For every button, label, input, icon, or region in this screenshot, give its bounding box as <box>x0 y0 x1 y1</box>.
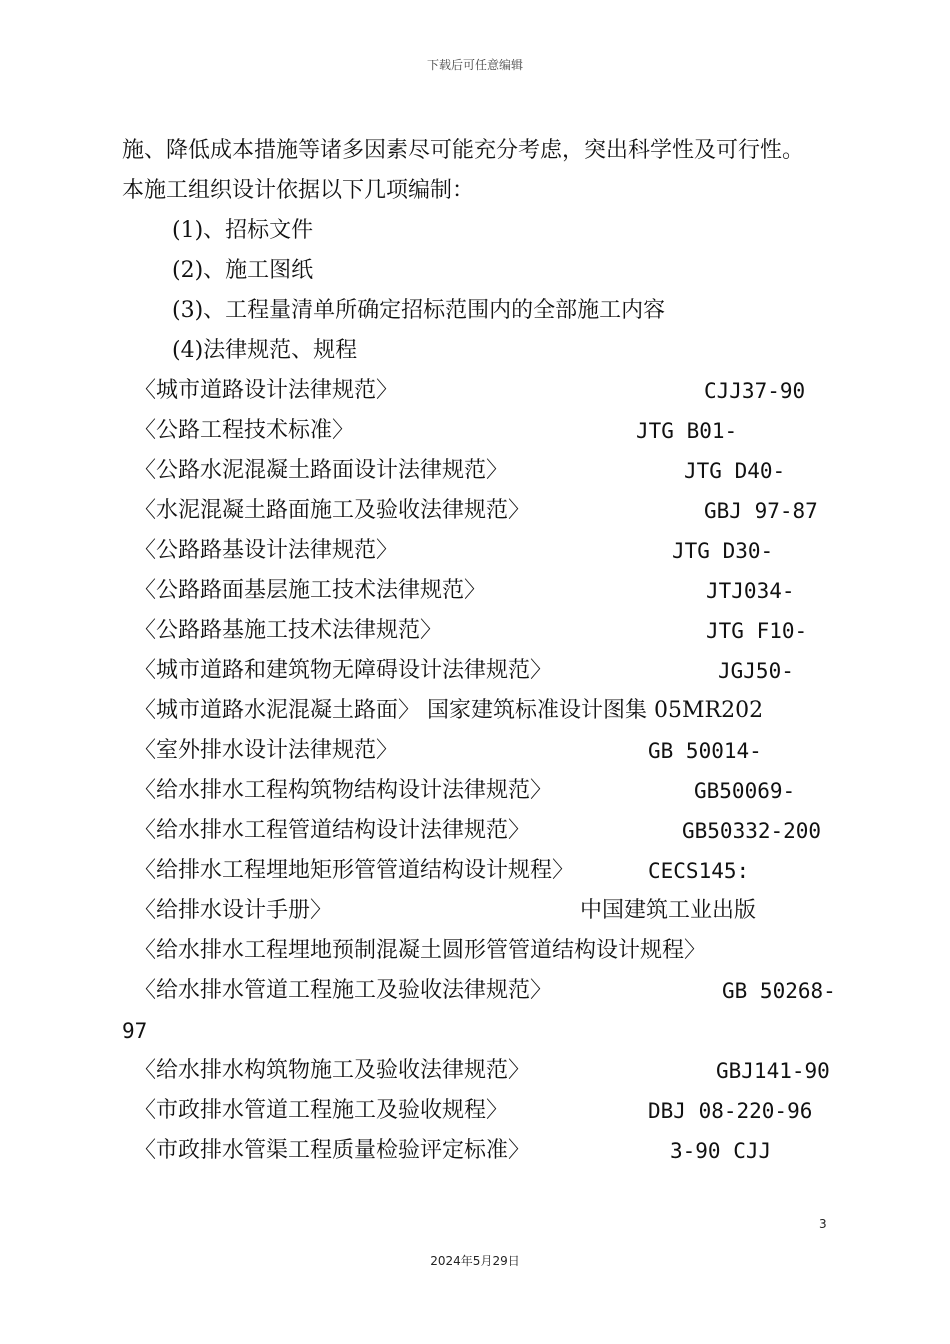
reference-title: 〈室外排水设计法律规范〉 <box>134 738 399 763</box>
reference-title: 〈市政排水管道工程施工及验收规程〉 <box>134 1098 509 1123</box>
paragraph-line: 本施工组织设计依据以下几项编制： <box>122 178 475 203</box>
reference-code: JTJ034- <box>706 579 795 603</box>
basis-item: (4)法律规范、规程 <box>172 338 358 363</box>
basis-item: (3)、工程量清单所确定招标范围内的全部施工内容 <box>172 298 666 323</box>
paragraph-line: 施、降低成本措施等诸多因素尽可能充分考虑，突出科学性及可行性。 <box>122 138 805 163</box>
reference-title: 〈城市道路水泥混凝土路面〉 国家建筑标准设计图集 05MR202 <box>134 698 764 723</box>
reference-code: JGJ50- <box>718 659 794 683</box>
reference-code: GB50069- <box>694 779 796 803</box>
reference-code: JTG B01- <box>636 419 738 443</box>
reference-code: DBJ 08-220-96 <box>648 1099 813 1123</box>
reference-title: 〈公路工程技术标准〉 <box>134 418 355 443</box>
reference-title: 〈城市道路和建筑物无障碍设计法律规范〉 <box>134 658 553 683</box>
reference-publisher: 中国建筑工业出版 <box>580 898 757 923</box>
reference-code-continued: 97 <box>122 1019 148 1043</box>
reference-title: 〈给水排水管道工程施工及验收法律规范〉 <box>134 978 553 1003</box>
reference-title: 〈公路路基施工技术法律规范〉 <box>134 618 443 643</box>
basis-item: (2)、施工图纸 <box>172 258 314 283</box>
reference-code: CECS145: <box>648 859 750 883</box>
reference-title: 〈给排水工程埋地矩形管管道结构设计规程〉 <box>134 858 575 883</box>
reference-title: 〈公路路基设计法律规范〉 <box>134 538 399 563</box>
reference-title: 〈给排水设计手册〉 <box>134 898 333 923</box>
reference-title: 〈给水排水工程埋地预制混凝土圆形管管道结构设计规程〉 <box>134 938 707 963</box>
reference-title: 〈水泥混凝土路面施工及验收法律规范〉 <box>134 498 531 523</box>
reference-title: 〈公路水泥混凝土路面设计法律规范〉 <box>134 458 509 483</box>
reference-code: GB 50268- <box>722 979 836 1003</box>
page-footer-date: 2024年5月29日 <box>430 1254 520 1268</box>
page-header: 下载后可任意编辑 <box>426 58 523 72</box>
reference-code: JTG D40- <box>684 459 786 483</box>
reference-code: CJJ37-90 <box>704 379 806 403</box>
reference-title: 〈给水排水工程构筑物结构设计法律规范〉 <box>134 778 553 803</box>
basis-item: (1)、招标文件 <box>172 218 314 243</box>
reference-title: 〈城市道路设计法律规范〉 <box>134 378 399 403</box>
reference-title: 〈市政排水管渠工程质量检验评定标准〉 <box>134 1138 531 1163</box>
reference-code: GB50332-200 <box>682 819 822 843</box>
reference-code: GBJ 97-87 <box>704 499 818 523</box>
reference-code: GB 50014- <box>648 739 762 763</box>
reference-title: 〈公路路面基层施工技术法律规范〉 <box>134 578 487 603</box>
reference-code: JTG F10- <box>706 619 808 643</box>
reference-code: 3-90 CJJ <box>670 1139 772 1163</box>
page-number: 3 <box>819 1217 827 1231</box>
reference-code: GBJ141-90 <box>716 1059 830 1083</box>
reference-title: 〈给水排水工程管道结构设计法律规范〉 <box>134 818 531 843</box>
reference-code: JTG D30- <box>672 539 774 563</box>
reference-title: 〈给水排水构筑物施工及验收法律规范〉 <box>134 1058 531 1083</box>
